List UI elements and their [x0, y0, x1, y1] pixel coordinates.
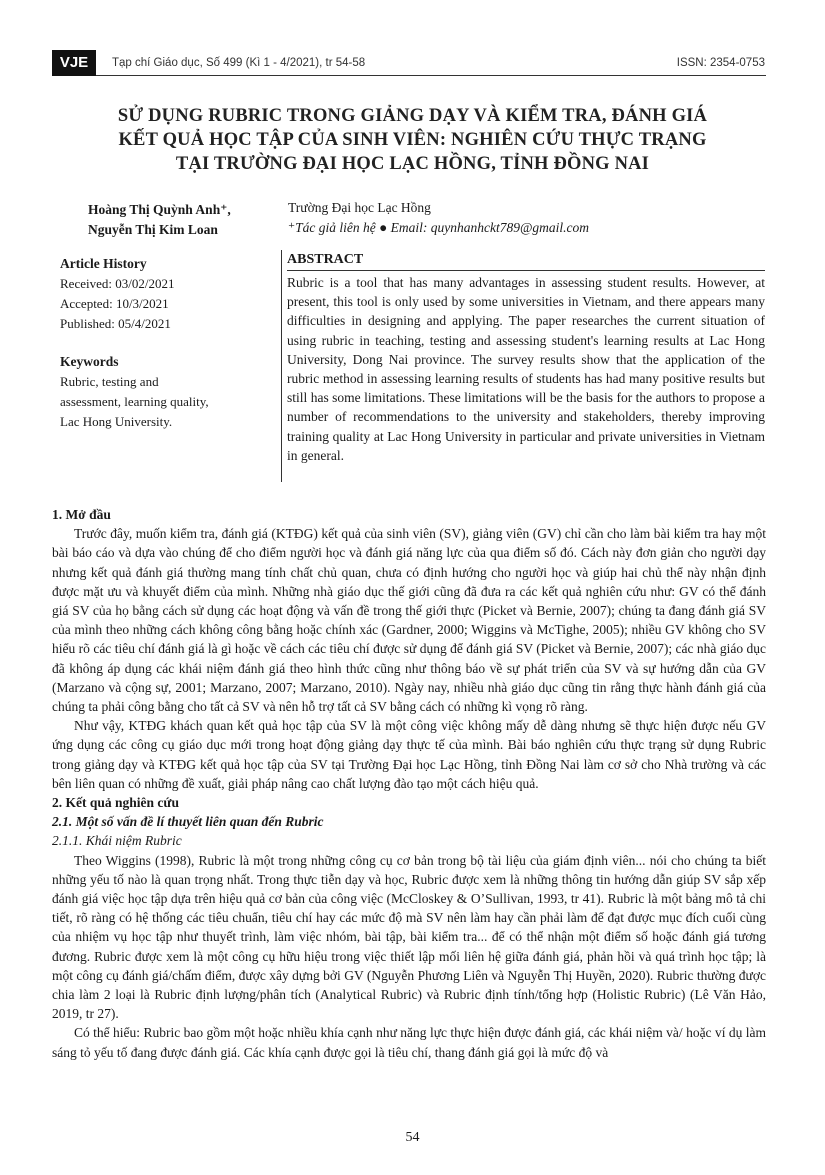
keywords-line: Rubric, testing and: [60, 374, 159, 389]
issn: ISSN: 2354-0753: [676, 57, 765, 69]
abstract-heading: ABSTRACT: [287, 250, 765, 271]
subsubsection-heading: 2.1.1. Khái niệm Rubric: [52, 833, 182, 849]
author-name: Hoàng Thị Quỳnh Anh⁺,: [88, 202, 231, 217]
received-date: Received: 03/02/2021: [60, 276, 175, 291]
section-heading: 2. Kết quả nghiên cứu: [52, 795, 179, 811]
accepted-date: Accepted: 10/3/2021: [60, 296, 169, 311]
title-line: SỬ DỤNG RUBRIC TRONG GIẢNG DẠY VÀ KIỂM TRA, ĐÁNH GIÁ: [117, 106, 708, 126]
corresponding-author-email: ⁺Tác giả liên hệ ● Email: quynhanhckt789@gmail.com: [288, 220, 590, 235]
keywords-heading: Keywords: [60, 354, 119, 369]
keywords-line: Lac Hong University.: [60, 414, 173, 429]
article-info: [60, 254, 250, 432]
affiliation: [288, 198, 589, 238]
journal-citation: Tạp chí Giáo dục, Số 499 (Kì 1 - 4/2021), tr 54-58: [112, 57, 366, 69]
section-heading: 1. Mở đầu: [52, 507, 111, 522]
keywords-line: assessment, learning quality,: [60, 394, 209, 409]
paragraph: Trước đây, muốn kiểm tra, đánh giá (KTĐG) kết quả của sinh viên (SV), giảng viên (GV) chỉ cần cho làm bài kiểm tra hay một bài báo cáo và dựa vào chúng để cho điểm người học và đánh giá năng lực của qua điểm số đó. Cách này đơn giản cho người dạy nhưng kết quả đánh giá thường mang tính chất chủ quan, chưa có định hướng cho người học và giúp hai chủ thể này nhận định được mặt ưu và khuyết điểm của mình. Những nhà giáo dục thế giới cũng đã đưa ra các kết quả nghiên cứu như: GV có thể đánh giá SV của họ bằng cách sử dụng các hoạt động và vấn đề trong thế giới thực (Picket và Bernie, 2007); chúng ta đang đánh giá SV của mình theo những cách không công bằng hoặc chính xác (Gardner, 2000; Wiggins và McTighe, 2005); nhiều GV không cho SV hiểu rõ các tiêu chí đánh giá là gì hoặc về cách các tiêu chí được sử dụng để đánh giá SV (Picket và Bernie, 2007); các nhà giáo dục đã không áp dụng các khái niệm đánh giá theo hình thức cũng như thông báo về sự phát triển của SV và sự hướng dẫn của GV (Marzano và cộng sự, 2001; Marzano, 2007; Marzano, 2010). Ngày nay, nhiều nhà giáo dục cũng tin rằng thực hành đánh giá của chúng ta phải công bằng cho tất cả SV và nên hỗ trợ tất cả SV bằng cách có những kì vọng rõ ràng.: [52, 526, 766, 715]
abstract: [287, 250, 765, 465]
paragraph: Theo Wiggins (1998), Rubric là một trong những công cụ cơ bản trong bộ tài liệu của giám định viên... nói cho chúng ta biết những yếu tố nào là quan trọng nhất. Trong thực tiễn dạy và học, Rubric được xem là những thông tin hướng dẫn giúp SV sắp xếp đánh giá việc học tập dựa trên hiệu quả cơ bản của công việc (McCloskey & O’Sullivan, 1993, tr 41). Rubric là một bảng mô tả chi tiết, rõ ràng có hệ thống các tiêu chuẩn, tiêu chí hay các mức độ mà SV nên làm hay cần phải làm để đạt được mục đích cuối cùng của nhiệm vụ học tập như thuyết trình, làm việc nhóm, bài tập, bài kiểm tra... để có thể nhận một điểm số hoặc đánh giá tương đương. Rubric được xem là một công cụ hữu hiệu trong việc thiết lập mối liên hệ giữa đánh giá, phản hồi và quá trình học tập; là một công cụ đánh giá/chấm điểm, được xây dựng bởi GV (Nguyễn Phương Liên và Nguyễn Thị Huyền, 2020). Rubric thường được chia làm 2 loại là Rubric định lượng/phân tích (Analytical Rubric) và Rubric định tính/tổng hợp (Holistic Rubric) (Lê Văn Hảo, 2019, tr 27).: [52, 852, 766, 1022]
page-number: 54: [405, 1130, 420, 1145]
article-body: [52, 505, 766, 1062]
title-line: KẾT QUẢ HỌC TẬP CỦA SINH VIÊN: NGHIÊN CỨU THỰC TRẠNG: [118, 130, 707, 150]
abstract-divider: [281, 250, 282, 482]
article-title: [60, 104, 765, 176]
institution: Trường Đại học Lạc Hồng: [288, 200, 431, 215]
journal-logo: VJE: [52, 50, 96, 76]
abstract-text: Rubric is a tool that has many advantages in assessing student results. However, at present, this tool is only used by some universities in Vietnam, and there appears many difficulties in designing and applying. The paper researches the current situation of using rubric in teaching, testing and assessing student's learning results at Lac Hong University, Dong Nai province. The survey results show that the application of the rubric method in assessing learning results of students has had many positive results but still has some limitations. These limitations will be the basis for the authors to propose a number of recommendations to the university and stakeholders, thereby improving training quality at Lac Hong University in particular and private universities in Vietnam in general.: [287, 275, 765, 463]
title-line: TẠI TRƯỜNG ĐẠI HỌC LẠC HỒNG, TỈNH ĐỒNG NAI: [175, 154, 650, 174]
paragraph: Như vậy, KTĐG khách quan kết quả học tập của SV là một công việc không mấy dễ dàng nhưng sẽ thực hiện được nếu GV ứng dụng các công cụ giáo dục mới trong hoạt động giảng dạy thực tế của mình. Bài báo nghiên cứu thực trạng sử dụng Rubric trong giảng dạy và KTĐG kết quả học tập của SV tại Trường Đại học Lạc Hồng, tỉnh Đồng Nai làm cơ sở cho Nhà trường và các bên liên quan có những đề xuất, giải pháp nâng cao chất lượng đào tạo một cách hiệu quả.: [52, 718, 766, 791]
subsection-heading: 2.1. Một số vấn đề lí thuyết liên quan đến Rubric: [52, 814, 324, 830]
article-history-heading: Article History: [60, 256, 147, 271]
paragraph: Có thể hiểu: Rubric bao gồm một hoặc nhiều khía cạnh như năng lực thực hiện được đánh giá, các khái niệm và/ hoặc ví dụ làm sáng tỏ yếu tố đang được đánh giá. Các khía cạnh được gọi là tiêu chí, thang đánh giá gọi là mức độ và: [52, 1025, 766, 1060]
published-date: Published: 05/4/2021: [60, 316, 171, 331]
authors: [88, 200, 231, 240]
author-name: Nguyễn Thị Kim Loan: [88, 222, 218, 237]
